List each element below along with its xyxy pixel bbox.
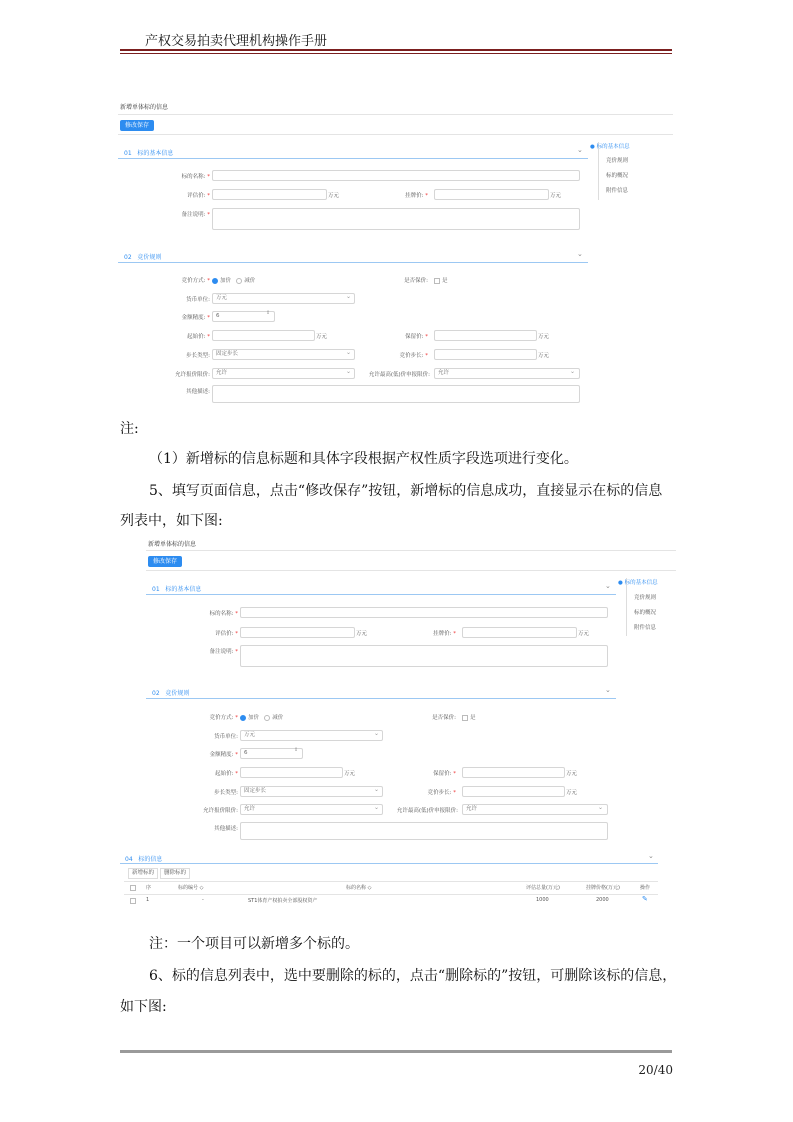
keep-price-input[interactable] xyxy=(434,330,537,341)
table-header-action: 操作 xyxy=(640,885,651,891)
list-price-input[interactable] xyxy=(462,627,577,638)
modify-save-button[interactable]: 修改保存 xyxy=(148,556,182,567)
allow-select[interactable]: 允许 xyxy=(240,804,383,815)
step-input[interactable] xyxy=(434,349,537,360)
table-header-list: 挂牌价格(万元) xyxy=(586,885,620,891)
screenshot-form-2 xyxy=(118,536,678,914)
field-label-note: 备注说明: * xyxy=(181,212,210,218)
side-nav-item-rules[interactable]: 竞价规则 xyxy=(606,158,629,164)
step5-line-2: 列表中，如下图: xyxy=(120,513,223,529)
section-bid-rules-header[interactable]: 02 竞价规则 xyxy=(152,690,190,697)
select-all-checkbox[interactable] xyxy=(130,885,136,891)
side-nav-item-rules[interactable]: 竞价规则 xyxy=(634,595,657,601)
chevron-down-icon[interactable]: ⌄ xyxy=(605,686,611,694)
modify-save-button[interactable]: 修改保存 xyxy=(120,120,154,131)
field-label-eval: 评估价: * xyxy=(187,193,210,199)
step-type-select[interactable]: 固定步长 xyxy=(212,349,355,360)
currency-select[interactable]: 万元 xyxy=(212,293,355,304)
keep-price-input[interactable] xyxy=(462,767,565,778)
start-price-input[interactable] xyxy=(212,330,315,341)
field-label-extra: 其他描述: xyxy=(186,389,210,395)
reserve-checkbox[interactable]: 是 xyxy=(434,276,448,284)
note-textarea[interactable] xyxy=(240,645,608,667)
unit-label: 万元 xyxy=(566,771,578,777)
chevron-down-icon: ⌄ xyxy=(374,786,380,793)
side-nav-item-basic[interactable]: ● 标的基本信息 xyxy=(590,144,630,150)
reserve-checkbox[interactable]: 是 xyxy=(462,713,476,721)
row-checkbox[interactable] xyxy=(130,898,136,904)
delete-target-tab[interactable]: 删除标的 xyxy=(160,868,190,879)
form-page-title: 新增单体标的信息 xyxy=(148,541,197,548)
field-label-note: 备注说明: * xyxy=(209,649,238,655)
name-input[interactable] xyxy=(212,170,580,181)
field-label-bid-mode: 竞价方式: * xyxy=(209,715,238,721)
chevron-down-icon: ⌄ xyxy=(374,730,380,737)
extra-textarea[interactable] xyxy=(240,822,608,840)
table-header-name[interactable]: 标的名称 ◇ xyxy=(346,885,372,891)
field-label-allow2: 允许最高(低)价申报限价: xyxy=(396,808,458,814)
unit-label: 万元 xyxy=(578,631,590,637)
chevron-down-icon: ⌄ xyxy=(598,804,604,811)
name-input[interactable] xyxy=(240,607,608,618)
field-label-reserve: 是否保价: xyxy=(404,278,428,284)
allow2-select[interactable]: 允许 xyxy=(434,368,580,379)
allow-select[interactable]: 允许 xyxy=(212,368,355,379)
list-price-input[interactable] xyxy=(434,189,549,200)
section-target-info-header[interactable]: 04 标的信息 xyxy=(125,856,163,863)
stepper-arrows-icon[interactable]: ⇕ xyxy=(266,310,271,316)
extra-textarea[interactable] xyxy=(212,385,580,403)
section-basic-info-header[interactable]: 01 标的基本信息 xyxy=(152,586,202,593)
chevron-down-icon[interactable]: ⌄ xyxy=(648,852,654,860)
step-type-select[interactable]: 固定步长 xyxy=(240,786,383,797)
side-nav-item-overview[interactable]: 标的概况 xyxy=(634,610,657,616)
allow2-select[interactable]: 允许 xyxy=(462,804,608,815)
field-label-eval: 评估价: * xyxy=(215,631,238,637)
field-label-currency: 货币单位: xyxy=(214,734,238,740)
chevron-down-icon: ⌄ xyxy=(374,804,380,811)
header-rule xyxy=(120,49,672,51)
add-target-tab[interactable]: 新增标的 xyxy=(128,868,158,879)
chevron-down-icon: ⌄ xyxy=(570,368,576,375)
note-paragraph-2: 注：一个项目可以新增多个标的。 xyxy=(149,936,359,952)
step-input[interactable] xyxy=(462,786,565,797)
step5-line-1: 5、填写页面信息，点击“修改保存”按钮，新增标的信息成功，直接显示在标的信息 xyxy=(149,483,663,499)
bid-mode-radio-group[interactable]: 加价 减价 xyxy=(212,276,255,284)
chevron-down-icon[interactable]: ⌄ xyxy=(577,146,583,154)
cell-code: - xyxy=(202,897,204,903)
precision-stepper[interactable]: 6 xyxy=(212,311,275,322)
field-label-step: 竞价步长: * xyxy=(427,790,456,796)
field-label-list: 挂牌价: * xyxy=(405,193,428,199)
field-label-currency: 货币单位: xyxy=(186,297,210,303)
side-nav-item-basic[interactable]: ● 标的基本信息 xyxy=(618,580,658,586)
form-page-title: 新增单体标的信息 xyxy=(120,104,169,111)
step6-line-2: 如下图: xyxy=(120,999,167,1015)
field-label-extra: 其他描述: xyxy=(214,826,238,832)
footer-rule xyxy=(120,1050,672,1053)
unit-label: 万元 xyxy=(566,790,578,796)
unit-label: 万元 xyxy=(538,334,550,340)
eval-price-input[interactable] xyxy=(240,627,355,638)
table-header-seq: 序 xyxy=(146,885,152,891)
header-rule-thin xyxy=(120,53,672,54)
chevron-down-icon[interactable]: ⌄ xyxy=(605,582,611,590)
section-basic-info-header[interactable]: 01 标的基本信息 xyxy=(124,150,174,157)
unit-label: 万元 xyxy=(356,631,368,637)
table-header-code[interactable]: 标的编号 ◇ xyxy=(178,885,204,891)
currency-select[interactable]: 万元 xyxy=(240,730,383,741)
field-label-keep-price: 保留价: * xyxy=(433,771,456,777)
cell-seq: 1 xyxy=(146,897,150,903)
side-nav-item-attachments[interactable]: 附件信息 xyxy=(634,625,657,631)
field-label-keep-price: 保留价: * xyxy=(405,334,428,340)
field-label-reserve: 是否保价: xyxy=(432,715,456,721)
field-label-list: 挂牌价: * xyxy=(433,631,456,637)
chevron-down-icon: ⌄ xyxy=(346,349,352,356)
field-label-allow2: 允许最高(低)价申报限价: xyxy=(368,372,430,378)
bid-mode-radio-group[interactable]: 加价 减价 xyxy=(240,713,283,721)
field-label-allow: 允许报价限价: xyxy=(175,372,210,378)
field-label-start-price: 起始价: * xyxy=(187,334,210,340)
note-paragraph-1: （1）新增标的信息标题和具体字段根据产权性质字段选项进行变化。 xyxy=(149,451,578,467)
start-price-input[interactable] xyxy=(240,767,343,778)
table-header-eval: 评估总量(万元) xyxy=(526,885,560,891)
chevron-down-icon: ⌄ xyxy=(346,293,352,300)
unit-label: 万元 xyxy=(328,193,340,199)
page-number: 20/40 xyxy=(638,1063,673,1077)
chevron-down-icon: ⌄ xyxy=(346,368,352,375)
screenshot-form-1 xyxy=(118,98,678,406)
unit-label: 万元 xyxy=(538,353,550,359)
precision-stepper[interactable]: 6 xyxy=(240,748,303,759)
side-nav-item-attachments[interactable]: 附件信息 xyxy=(606,188,629,194)
field-label-precision: 金额精度: * xyxy=(209,752,238,758)
unit-label: 万元 xyxy=(550,193,562,199)
cell-eval: 1000 xyxy=(536,897,549,903)
edit-icon[interactable]: ✎ xyxy=(642,895,648,903)
cell-name: ST1体育产权拍卖全部股权资产 xyxy=(248,898,318,904)
unit-label: 万元 xyxy=(316,334,328,340)
note-textarea[interactable] xyxy=(212,208,580,230)
side-nav-item-overview[interactable]: 标的概况 xyxy=(606,173,629,179)
field-label-bid-mode: 竞价方式: * xyxy=(181,278,210,284)
unit-label: 万元 xyxy=(344,771,356,777)
note-heading: 注: xyxy=(120,421,139,437)
eval-price-input[interactable] xyxy=(212,189,327,200)
field-label-name: 标的名称: * xyxy=(181,174,210,180)
chevron-down-icon[interactable]: ⌄ xyxy=(577,250,583,258)
field-label-step-type: 步长类型: xyxy=(214,790,238,796)
field-label-step: 竞价步长: * xyxy=(399,353,428,359)
field-label-start-price: 起始价: * xyxy=(215,771,238,777)
stepper-arrows-icon[interactable]: ⇕ xyxy=(294,747,299,753)
document-header-title: 产权交易拍卖代理机构操作手册 xyxy=(145,34,328,49)
field-label-allow: 允许报价限价: xyxy=(203,808,238,814)
cell-list: 2000 xyxy=(596,897,609,903)
field-label-name: 标的名称: * xyxy=(209,611,238,617)
field-label-step-type: 步长类型: xyxy=(186,353,210,359)
step6-line-1: 6、标的信息列表中，选中要删除的标的，点击“删除标的”按钮，可删除该标的信息， xyxy=(149,968,677,984)
field-label-precision: 金额精度: * xyxy=(181,315,210,321)
section-bid-rules-header[interactable]: 02 竞价规则 xyxy=(124,254,162,261)
